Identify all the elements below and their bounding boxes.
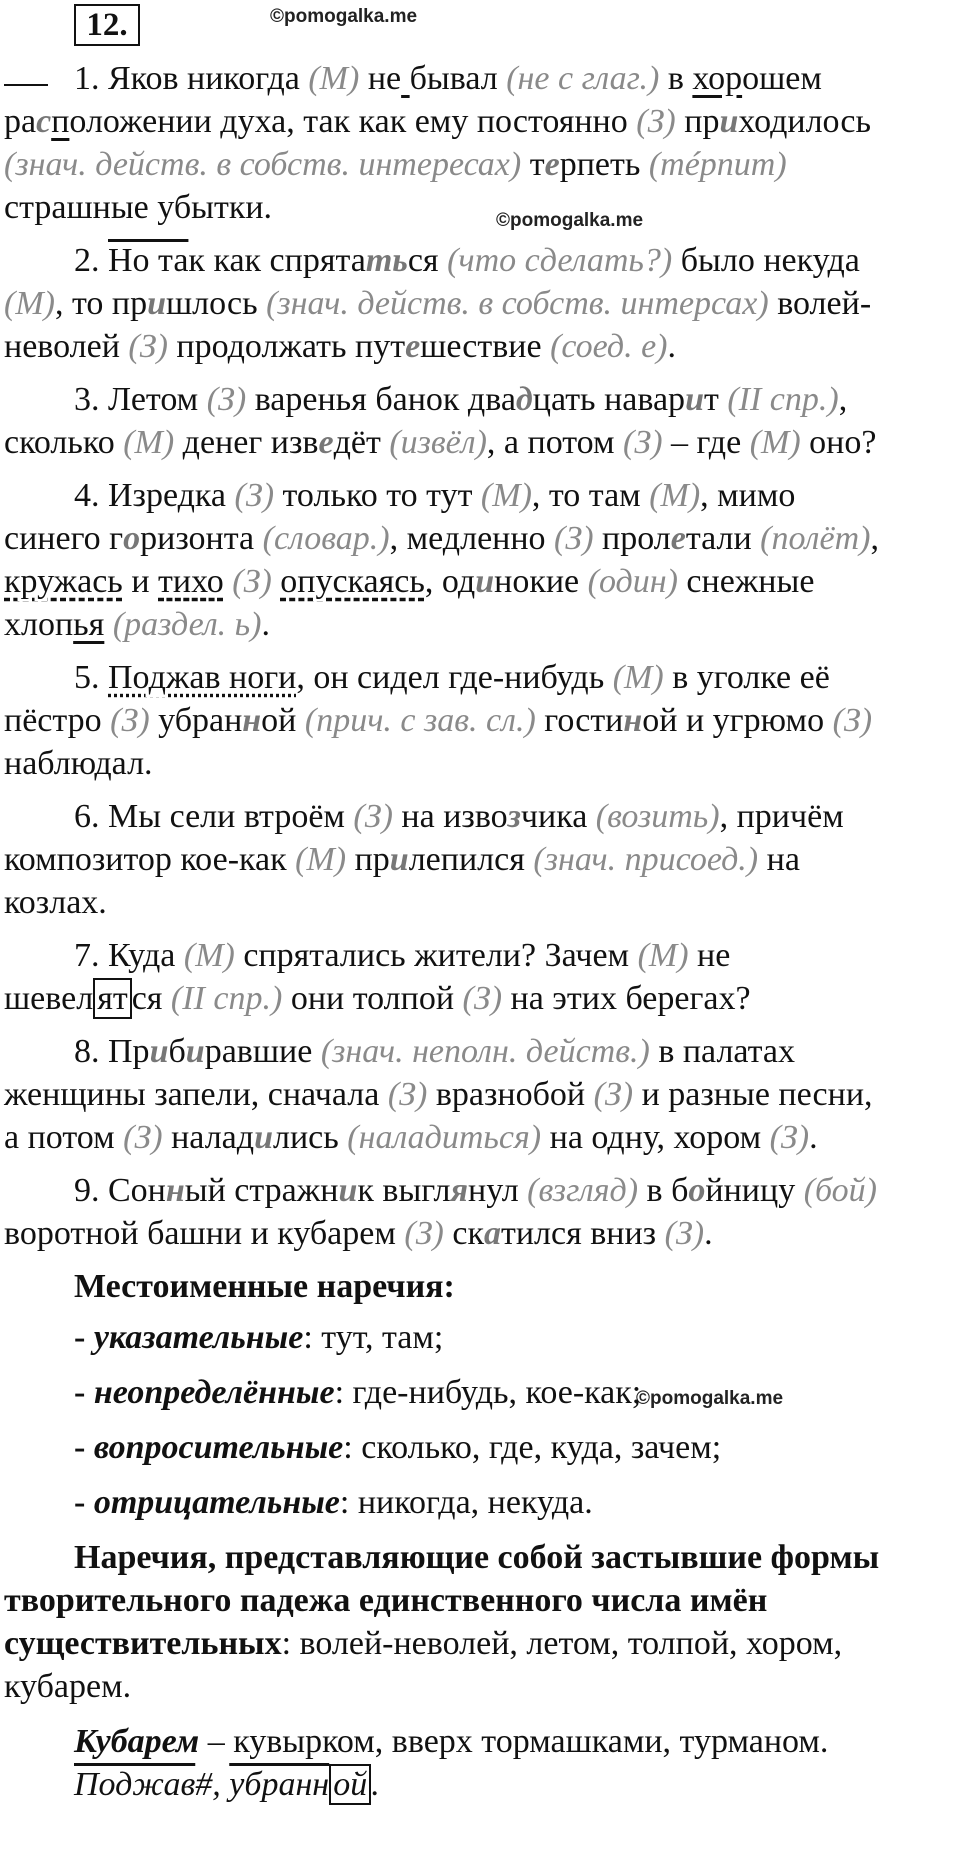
- grammar-note: (З): [664, 1215, 705, 1252]
- text-segment: не: [359, 60, 402, 97]
- text-segment: пр: [675, 103, 720, 140]
- grammar-note: (М): [612, 659, 664, 696]
- text-segment: страшные убытки.: [4, 189, 273, 226]
- text-segment: а потом: [4, 1119, 124, 1156]
- text-segment: ят: [93, 978, 132, 1019]
- text-segment: к как спрята: [188, 242, 366, 279]
- grammar-note: (М): [308, 60, 360, 97]
- sentence-line: [4, 186, 956, 229]
- highlighted-letter: е: [544, 146, 560, 183]
- pronominal-term: вопросительные: [93, 1429, 344, 1466]
- grammar-note: (З): [232, 563, 272, 600]
- pronominal-rest: : где-нибудь, кое-как;: [334, 1374, 642, 1411]
- text-segment: на: [758, 841, 800, 878]
- sentence-line: [4, 656, 956, 699]
- pronominal-item: [74, 1481, 956, 1524]
- text-segment: ся: [131, 980, 171, 1017]
- highlighted-letter: н: [242, 702, 262, 739]
- highlighted-letter: и: [685, 381, 704, 418]
- text-segment: тился вниз: [500, 1215, 665, 1252]
- instrumental-heading-line3: существительных: [4, 1625, 282, 1662]
- exercise-number: 12.: [74, 4, 140, 46]
- sentence-line: [4, 1169, 956, 1212]
- sentence-line: [4, 603, 956, 646]
- text-segment: ,: [838, 381, 848, 418]
- text-segment: ой и угрюмо: [642, 702, 833, 739]
- grammar-note: (З): [110, 702, 150, 739]
- text-segment: сколько: [4, 424, 124, 461]
- sentence-line: [4, 100, 956, 143]
- text-segment: .: [704, 1215, 713, 1252]
- sentence-8: [4, 1030, 956, 1159]
- grammar-note: (что сделать?): [447, 242, 673, 279]
- text-segment: тихо: [158, 563, 224, 600]
- analysis-sep: ,: [212, 1766, 230, 1803]
- text-segment: пёстро: [4, 702, 111, 739]
- text-segment: на одну, хором: [541, 1119, 770, 1156]
- highlighted-letter: д: [515, 381, 533, 418]
- text-segment: , медленно: [389, 520, 555, 557]
- text-segment: , причём: [719, 798, 844, 835]
- text-segment: ошем: [742, 60, 822, 97]
- text-segment: ой: [261, 702, 305, 739]
- grammar-note: (М): [749, 424, 801, 461]
- highlighted-letter: е: [670, 520, 686, 557]
- text-segment: нул: [468, 1172, 528, 1209]
- pronominal-item: [74, 1371, 956, 1414]
- text-segment: йницу: [705, 1172, 804, 1209]
- sentence-line: [4, 378, 956, 421]
- highlighted-letter: о: [123, 520, 141, 557]
- grammar-note: (полёт): [760, 520, 871, 557]
- text-segment: .: [667, 328, 677, 365]
- text-segment: козлах.: [4, 884, 107, 921]
- text-segment: , он сидел где-нибудь: [296, 659, 613, 696]
- text-segment: варенья банок два: [246, 381, 516, 418]
- pronominal-item: [74, 1426, 956, 1469]
- grammar-note: (взгляд): [527, 1172, 639, 1209]
- grammar-note: (М): [637, 937, 689, 974]
- text-segment: оно?: [800, 424, 877, 461]
- sentence-5: [4, 656, 956, 785]
- text-segment: оложении духа, так как ему постоянно: [69, 103, 637, 140]
- analysis-mark: #: [195, 1766, 213, 1803]
- word-analysis: [74, 1763, 956, 1806]
- text-segment: , од: [424, 563, 476, 600]
- sentence-3: [4, 378, 956, 464]
- pronominal-rest: : тут, там;: [303, 1319, 444, 1356]
- text-segment: в: [659, 60, 693, 97]
- grammar-note: (З): [554, 520, 594, 557]
- highlighted-letter: и: [719, 103, 739, 140]
- text-segment: ,: [870, 520, 879, 557]
- text-segment: продолжать пут: [167, 328, 406, 365]
- text-segment: не: [688, 937, 731, 974]
- grammar-note: (М): [4, 285, 55, 322]
- text-segment: в палатах: [649, 1033, 795, 1070]
- sentence-line: [4, 517, 956, 560]
- text-segment: шествие: [420, 328, 551, 365]
- text-segment: наблюдал.: [4, 745, 153, 782]
- sentence-line: [4, 934, 956, 977]
- text-segment: денег изв: [174, 424, 319, 461]
- highlighted-letter: е: [318, 424, 334, 461]
- sentence-line: [4, 1030, 956, 1073]
- sentence-line: [4, 977, 956, 1020]
- text-segment: было некуда: [672, 242, 860, 279]
- text-segment: волей-: [768, 285, 872, 322]
- text-segment: налад: [162, 1119, 255, 1156]
- grammar-note: (один): [587, 563, 678, 600]
- highlighted-letter: и: [254, 1119, 273, 1156]
- text-segment: , а потом: [486, 424, 624, 461]
- analysis-word1: Поджав: [74, 1766, 196, 1803]
- text-segment: чика: [520, 798, 596, 835]
- grammar-note: (соед. е): [550, 328, 668, 365]
- pronominal-list: [4, 1316, 956, 1524]
- sentence-line: [4, 1073, 956, 1116]
- grammar-note: (З): [623, 424, 663, 461]
- sentence-4: [4, 474, 956, 646]
- highlighted-letter: е: [405, 328, 421, 365]
- sentence-line: [4, 57, 956, 100]
- sentence-9: [4, 1169, 956, 1255]
- text-segment: женщины запели, сначала: [4, 1076, 388, 1113]
- text-segment: 3. Летом: [74, 381, 207, 418]
- grammar-note: (знач. неполн. действ.): [320, 1033, 650, 1070]
- text-segment: шлось: [166, 285, 267, 322]
- highlighted-letter: а: [483, 1215, 501, 1252]
- grammar-note: (З): [128, 328, 168, 365]
- text-segment: воротной башни и кубарем: [4, 1215, 405, 1252]
- grammar-note: (З): [462, 980, 503, 1017]
- text-segment: рпеть: [559, 146, 649, 183]
- text-segment: ый стражн: [184, 1172, 339, 1209]
- sentence-line: [4, 421, 956, 464]
- text-segment: к выгл: [357, 1172, 451, 1209]
- grammar-note: (тéрпит): [648, 146, 787, 183]
- text-segment: цать навар: [532, 381, 686, 418]
- sentence-line: [4, 742, 956, 785]
- text-segment: в б: [638, 1172, 689, 1209]
- text-segment: неволей: [4, 328, 129, 365]
- highlighted-letter: з: [507, 798, 521, 835]
- pronominal-rest: : сколько, где, куда, зачем;: [343, 1429, 722, 1466]
- pronominal-term: указательные: [93, 1319, 304, 1356]
- analysis-end: .: [371, 1766, 380, 1803]
- pronominal-heading: Местоименные наречия:: [74, 1268, 455, 1305]
- sentence-line: [4, 474, 956, 517]
- grammar-note: (знач. действ. в собств. интересах): [4, 146, 522, 183]
- exercise-content: [4, 57, 956, 1806]
- text-segment: ья: [73, 606, 105, 643]
- text-segment: и: [122, 563, 159, 600]
- highlighted-letter: н: [165, 1172, 185, 1209]
- pronominal-rest: : никогда, некуда.: [339, 1484, 593, 1521]
- text-segment: они толпой: [282, 980, 463, 1017]
- grammar-note: (бой): [803, 1172, 877, 1209]
- text-segment: – где: [662, 424, 750, 461]
- pronominal-item: [74, 1316, 956, 1359]
- text-segment: кружась: [4, 563, 123, 600]
- grammar-note: (З): [206, 381, 247, 418]
- text-segment: , мимо: [700, 477, 796, 514]
- text-segment: композитор кое-как: [4, 841, 296, 878]
- grammar-note: (З): [636, 103, 676, 140]
- text-segment: .: [809, 1119, 818, 1156]
- text-segment: только то тут: [274, 477, 481, 514]
- text-segment: лись: [272, 1119, 348, 1156]
- pronominal-term: отрицательные: [93, 1484, 340, 1521]
- sentence-line: [4, 560, 956, 603]
- analysis-word2-stem: убранн: [229, 1766, 330, 1803]
- text-segment: на изво: [392, 798, 508, 835]
- highlighted-letter: и: [475, 563, 495, 600]
- grammar-note: (М): [183, 937, 235, 974]
- grammar-note: (словар.): [262, 520, 390, 557]
- grammar-note: (З): [353, 798, 393, 835]
- sentence-line: [4, 699, 956, 742]
- text-segment: хор: [692, 60, 743, 97]
- grammar-note: (З): [832, 702, 873, 739]
- kubarem-term: Кубарем: [74, 1723, 200, 1760]
- sentence-2: [4, 239, 956, 368]
- sentence-line: [4, 282, 956, 325]
- grammar-note: (З): [234, 477, 275, 514]
- text-segment: вразнобой: [427, 1076, 594, 1113]
- text-segment: б: [168, 1033, 186, 1070]
- text-segment: ризонта: [140, 520, 263, 557]
- sentence-line: [4, 1212, 956, 1255]
- text-segment: т: [703, 381, 728, 418]
- sentence-line: [4, 795, 956, 838]
- text-segment: гости: [535, 702, 624, 739]
- kubarem-meaning: – кувырком, вверх тормашками, турманом.: [199, 1723, 829, 1760]
- text-segment: , то пр: [54, 285, 148, 322]
- text-segment: [104, 606, 113, 643]
- sentence-1: [4, 57, 956, 229]
- grammar-note: (М): [295, 841, 347, 878]
- highlighted-letter: и: [185, 1033, 205, 1070]
- instrumental-heading-line1: Наречия, представляющие собой застывшие формы: [74, 1539, 880, 1576]
- pronominal-prefix: -: [74, 1484, 94, 1521]
- text-segment: 6. Мы сели втроём: [74, 798, 354, 835]
- text-segment: синего г: [4, 520, 124, 557]
- watermark-bottom: ©pomogalka.me: [636, 1388, 784, 1409]
- grammar-note: (М): [480, 477, 532, 514]
- sentence-line: [4, 1116, 956, 1159]
- sentence-line: [4, 325, 956, 368]
- text-segment: ск: [443, 1215, 484, 1252]
- instrumental-line3: [4, 1622, 956, 1665]
- text-segment: 9. Сон: [74, 1172, 166, 1209]
- grammar-note: (знач. присоед.): [533, 841, 759, 878]
- text-segment: т: [521, 146, 545, 183]
- text-segment: Поджав ноги: [108, 659, 297, 696]
- grammar-note: (знач. действ. в собств. интерсах): [266, 285, 769, 322]
- text-segment: 2.: [74, 242, 108, 279]
- text-segment: шевел: [4, 980, 94, 1017]
- grammar-note: (З): [387, 1076, 428, 1113]
- grammar-note: (З): [404, 1215, 444, 1252]
- grammar-note: (М): [649, 477, 701, 514]
- highlighted-letter: с: [36, 103, 52, 140]
- sentence-line: [4, 881, 956, 924]
- text-segment: [272, 563, 281, 600]
- text-segment: спрятались жители? Зачем: [234, 937, 638, 974]
- grammar-note: (возить): [595, 798, 720, 835]
- text-segment: и разные песни,: [633, 1076, 873, 1113]
- grammar-note: (З): [769, 1119, 810, 1156]
- grammar-note: (М): [123, 424, 175, 461]
- text-segment: прол: [593, 520, 671, 557]
- highlighted-letter: н: [623, 702, 643, 739]
- text-segment: хлоп: [4, 606, 74, 643]
- text-segment: нокие: [494, 563, 588, 600]
- highlighted-letter: ть: [365, 242, 408, 279]
- text-segment: равшие: [204, 1033, 321, 1070]
- pronominal-prefix: -: [74, 1429, 94, 1466]
- highlighted-letter: и: [149, 1033, 169, 1070]
- text-segment: на этих берегах?: [502, 980, 751, 1017]
- text-segment: 4. Изредка: [74, 477, 235, 514]
- highlighted-letter: и: [389, 841, 409, 878]
- text-segment: ра: [4, 103, 37, 140]
- watermark-top: ©pomogalka.me: [270, 6, 418, 27]
- text-segment: .: [261, 606, 270, 643]
- text-segment: ся: [407, 242, 448, 279]
- instrumental-heading-line2: творительного падежа единственного числа имён: [4, 1582, 768, 1619]
- text-segment: , то там: [531, 477, 650, 514]
- grammar-note: (раздел. ь): [112, 606, 262, 643]
- grammar-note: (II спр.): [170, 980, 283, 1017]
- grammar-note: (II спр.): [727, 381, 839, 418]
- sentence-7: [4, 934, 956, 1020]
- sentence-line: [4, 838, 956, 881]
- grammar-note: (З): [123, 1119, 163, 1156]
- text-segment: тали: [685, 520, 761, 557]
- sentence-list: [4, 57, 956, 1255]
- text-segment: бывал: [409, 60, 507, 97]
- pronominal-prefix: -: [74, 1374, 94, 1411]
- highlighted-letter: и: [338, 1172, 358, 1209]
- text-segment: [224, 563, 233, 600]
- sentence-line: [4, 239, 956, 282]
- text-segment: 1. Яков никогда: [74, 60, 309, 97]
- text-segment: дёт: [333, 424, 390, 461]
- highlighted-letter: я: [450, 1172, 468, 1209]
- highlighted-letter: и: [147, 285, 166, 322]
- instrumental-examples: : волей-неволей, летом, толпой, хором,: [281, 1625, 843, 1662]
- highlighted-letter: о: [688, 1172, 706, 1209]
- text-segment: опускаясь: [280, 563, 425, 600]
- pronominal-term: неопределённые: [93, 1374, 335, 1411]
- text-segment: 5.: [74, 659, 108, 696]
- instrumental-line4: кубарем.: [4, 1668, 132, 1705]
- grammar-note: (извёл): [389, 424, 487, 461]
- sentence-6: [4, 795, 956, 924]
- grammar-note: (З): [593, 1076, 634, 1113]
- kubarem-definition: [4, 1720, 956, 1763]
- text-segment: ходилось: [738, 103, 872, 140]
- pronominal-prefix: -: [74, 1319, 94, 1356]
- text-segment: лепился: [408, 841, 534, 878]
- text-segment: 7. Куда: [74, 937, 184, 974]
- grammar-note: (не с глаг.): [506, 60, 660, 97]
- grammar-note: (прич. с зав. сл.): [304, 702, 536, 739]
- text-segment: убран: [149, 702, 243, 739]
- text-segment: снежные: [677, 563, 815, 600]
- text-segment: Но та: [108, 242, 189, 279]
- text-segment: пр: [346, 841, 390, 878]
- text-segment: 8. Пр: [74, 1033, 150, 1070]
- text-segment: в уголке её: [663, 659, 830, 696]
- text-segment: п: [51, 103, 70, 140]
- watermark-middle: ©pomogalka.me: [496, 210, 644, 231]
- analysis-word2-ending: ой: [329, 1764, 371, 1805]
- text-segment: [401, 60, 410, 97]
- grammar-note: (наладиться): [347, 1119, 542, 1156]
- sentence-line: [4, 143, 956, 186]
